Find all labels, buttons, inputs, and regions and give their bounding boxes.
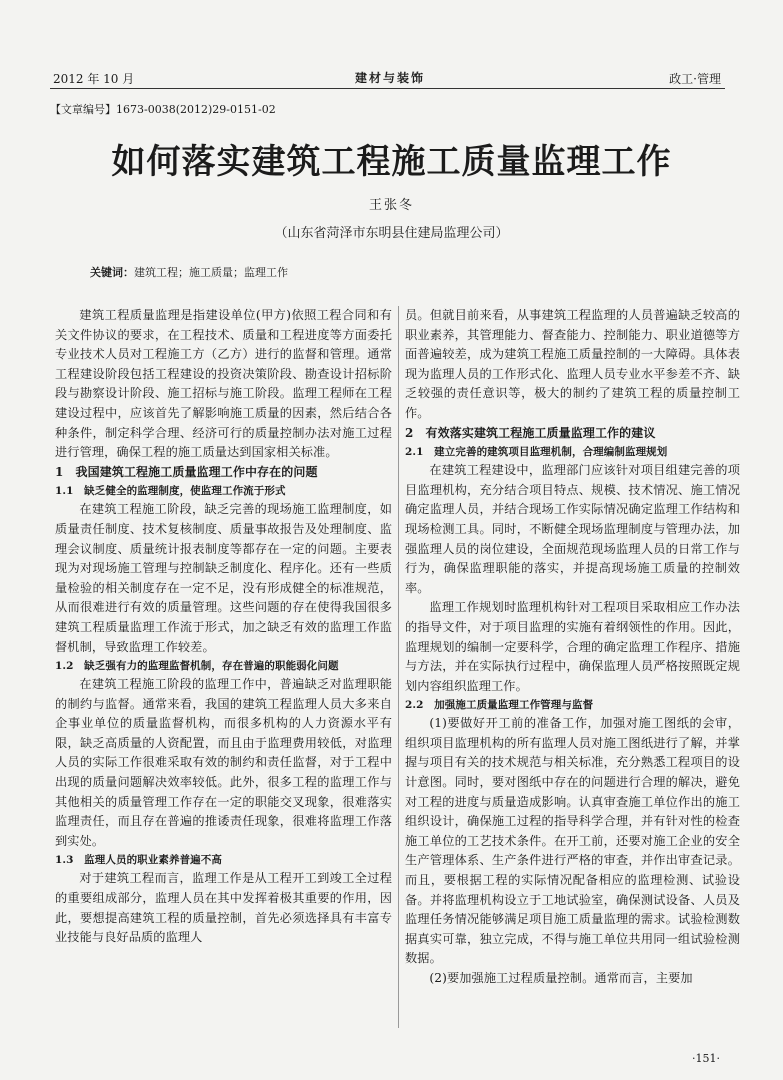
author-affiliation: （山东省菏泽市东明县住建局监理公司） — [274, 226, 509, 241]
header-date: 2012 年 10 月 — [53, 72, 135, 86]
intro-paragraph: 建筑工程质量监理是指建设单位(甲方)依照工程合同和有关文件协议的要求，在工程技术、质量和工程进度等方面委托专业技术人员对工程施工方（乙方）进行的监督和管理。通常工程建设阶段包括工程建设的投资决策阶段、勘查设计招标阶段与勘察设计阶段、施工招标与施工阶段。监理工程师在工程建设过程中，应该首先了解影响施工质量的因素，然后结合各种条件，制定科学合理、经济可行的质量控制办法对施工过程进行管理，确保工程的施工质量达到国家相关标准。 — [55, 308, 392, 460]
left-column — [55, 306, 392, 948]
header-section: 政工·管理 — [669, 72, 721, 86]
header-divider — [50, 88, 725, 89]
article-title: 如何落实建筑工程施工质量监理工作 — [111, 142, 672, 182]
header-journal-name: 建材与装饰 — [355, 71, 426, 85]
paragraph-1-3: 对于建筑工程而言，监理工作是从工程开工到竣工全过程的重要组成部分，监理人员在其中发挥着极其重要的作用，因此，要想提高建筑工程的质量控制，首先必须选择具有丰富专业技能与良好品质的监理人 — [55, 871, 392, 945]
paragraph-1-1: 在建筑工程施工阶段，缺乏完善的现场施工监理制度，如质量责任制度、技术复核制度、质量事故报告及处理制度、监理会议制度、质量统计报表制度等都存在一定的问题。主要表现为对现场施工管理与控制缺乏制度化、程序化。还有一些质量检验的相关制度存在一定不足，没有形成健全的标准规范，从而很难进行有效的质量管理。这些问题的存在使得我国很多建筑工程质量监理工作流于形式，加之缺乏有效的监理工作监督机制，导致监理工作较差。 — [55, 502, 392, 654]
right-column — [405, 306, 740, 989]
paragraph-1-2: 在建筑工程施工阶段的监理工作中，普遍缺乏对监理职能的制约与监督。通常来看，我国的建筑工程监理人员大多来自企事业单位的质量监督机构，而很多机构的人力资源水平有限，缺乏高质量的人资配置，而且由于监理费用较低，对监理人员的实际工作很难采取有效的制约和责任监督，对于工程中出现的质量问题解决效率较低。此外，很多工程的监理工作与其他相关的质量管理工作存在一定的职能交叉现象，很难落实监理责任，而且存在普遍的推诿责任现象，很难将监理工作落到实处。 — [55, 677, 392, 848]
paragraph-2-2b: (2)要加强施工过程质量控制。通常而言，主要加 — [429, 971, 693, 985]
subsection-heading-1-1: 1.1 缺乏健全的监理制度，使监理工作流于形式 — [55, 485, 286, 498]
column-divider — [398, 306, 399, 1028]
subsection-heading-1-3: 1.3 监理人员的职业素养普遍不高 — [55, 854, 222, 867]
keywords-label: 关键词： — [90, 266, 134, 279]
subsection-heading-2-1: 2.1 建立完善的建筑项目监理机制，合理编制监理规划 — [405, 446, 668, 459]
paragraph-2-2a: (1)要做好开工前的准备工作，加强对施工图纸的会审，组织项目监理机构的所有监理人员对施工图纸进行了解，并掌握与项目有关的技术规范与相关标准，充分熟悉工程项目的设计意图。同时，要对图纸中存在的问题进行合理的解决，避免对工程的进度与质量造成影响。认真审查施工单位作出的施工组织设计，确保施工过程的指导科学合理，并有针对性的检查施工单位的工艺技术条件。在开工前，还要对施工企业的安全生产管理体系、生产条件进行严格的审查，并作出审查记录。而且，要根据工程的实际情况配备相应的监理检测、试验设备。并将监理机构设立于工地试验室，确保测试设备、人员及监理任务情况能够满足项目施工质量监理的需求。试验检测数据真实可靠，独立完成，不得与施工单位共用同一组试验检测数据。 — [405, 716, 740, 966]
subsection-heading-1-2: 1.2 缺乏强有力的监理监督机制，存在普遍的职能弱化问题 — [55, 660, 339, 673]
section-heading-2: 2 有效落实建筑工程施工质量监理工作的建议 — [405, 425, 656, 440]
paragraph-2-1b: 监理工作规划时监理机构针对工程项目采取相应工作办法的指导文件，对于项目监理的实施有着纲领性的作用。因此，监理规划的编制一定要科学，合理的确定监理工作程序、措施与方法，并在实际执行过程中，确保监理人员严格按照既定规划内容组织监理工作。 — [405, 600, 740, 693]
paragraph-continued: 员。但就目前来看，从事建筑工程监理的人员普遍缺乏较高的职业素养，其管理能力、督查能力、控制能力、职业道德等方面普遍较差，成为建筑工程施工质量控制的一大障碍。具体表现为监理人员的工作形式化、监理人员专业水平参差不齐、缺乏较强的责任意识等，极大的制约了建筑工程的质量控制工作。 — [405, 308, 740, 420]
paragraph-2-1a: 在建筑工程建设中，监理部门应该针对项目组建完善的项目监理机构，充分结合项目特点、规模、技术情况、施工情况确定监理人员，并结合现场工作实际情况确定监理工作结构和现场检测工具。同时，不断健全现场监理制度与管理办法，加强监理人员的岗位建设，全面规范现场监理人员的日常工作与行为，确保监理职能的落实，并提高现场施工质量的控制效率。 — [405, 463, 740, 595]
keywords-value: 建筑工程；施工质量；监理工作 — [134, 266, 288, 279]
keywords — [90, 264, 288, 280]
section-heading-1: 1 我国建筑工程施工质量监理工作中存在的问题 — [55, 464, 318, 479]
page-number: ·151· — [692, 1052, 720, 1065]
author-name: 王张冬 — [368, 198, 414, 213]
article-number: 【文章编号】1673-0038(2012)29-0151-02 — [50, 103, 276, 116]
subsection-heading-2-2: 2.2 加强施工质量监理工作管理与监督 — [405, 699, 594, 712]
